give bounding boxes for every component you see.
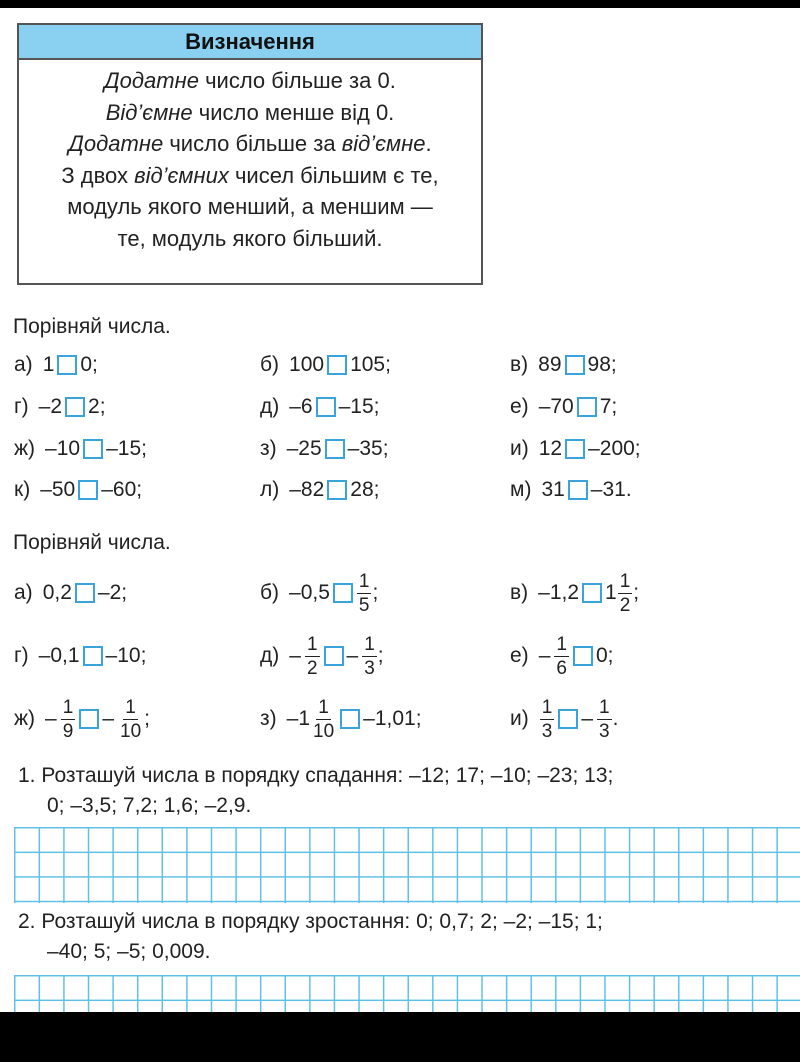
- fraction: $\frac{1}{3}$: [364, 633, 375, 679]
- compare-item: и) 12 –200;: [510, 437, 641, 460]
- definition-title: Визначення: [19, 25, 481, 60]
- fraction: $\frac{1}{3}$: [599, 696, 610, 742]
- answer-box[interactable]: [79, 709, 99, 729]
- task-text: 0; –3,5; 7,2; 1,6; –2,9.: [47, 794, 252, 817]
- answer-box[interactable]: [78, 480, 98, 500]
- compare-item: з) –25 –35;: [260, 437, 389, 460]
- compare-item: ж) –10 –15;: [14, 437, 147, 460]
- fraction: $\frac{1}{6}$: [556, 633, 567, 679]
- compare-item: в) –1,2 1 $\frac{1}{2}$ ;: [510, 570, 640, 616]
- answer-box[interactable]: [83, 439, 103, 459]
- answer-box[interactable]: [333, 583, 353, 603]
- answer-grid[interactable]: [14, 975, 800, 1012]
- compare-item: б) –0,5 $\frac{1}{5}$ ;: [260, 570, 379, 616]
- definition-line: Додатне число більше за від’ємне.: [68, 131, 432, 156]
- answer-box[interactable]: [316, 397, 336, 417]
- compare-item: б) 100 105;: [260, 353, 391, 376]
- task-2: [18, 907, 800, 967]
- task-text: Розташуй числа в порядку зростання: 0; 0,7; 2; –2; –15; 1;: [41, 910, 603, 933]
- answer-box[interactable]: [568, 480, 588, 500]
- definition-line: те, модуль якого більший.: [117, 225, 383, 251]
- compare-item: и) $\frac{1}{3}$ – $\frac{1}{3}$ .: [510, 696, 619, 742]
- fraction: $\frac{1}{9}$: [62, 696, 74, 742]
- answer-box[interactable]: [558, 709, 578, 729]
- compare-item: е) – $\frac{1}{6}$ 0;: [510, 633, 614, 679]
- compare-item: е) –70 7;: [510, 395, 618, 418]
- fraction: $\frac{1}{2}$: [619, 570, 631, 616]
- compare-item: з) – 1 $\frac{1}{10}$ –1,01;: [260, 696, 422, 742]
- definition-line: З двох від’ємних чисел більшим є те,: [61, 162, 439, 188]
- answer-box[interactable]: [340, 709, 360, 729]
- compare-item: к) –50 –60;: [14, 478, 143, 501]
- definition-line: Додатне число більше за 0.: [104, 68, 396, 93]
- answer-box[interactable]: [577, 397, 597, 417]
- task-text: Розташуй числа в порядку спадання: –12; 17; –10; –23; 13;: [41, 764, 614, 787]
- answer-box[interactable]: [325, 439, 345, 459]
- definition-body: [19, 60, 481, 254]
- answer-box[interactable]: [75, 583, 95, 603]
- answer-box[interactable]: [565, 355, 585, 375]
- compare-item: ж) – $\frac{1}{9}$ – $\frac{1}{10}$ ;: [14, 696, 150, 742]
- task-1: [18, 761, 800, 821]
- fraction: $\frac{1}{3}$: [541, 696, 553, 742]
- answer-grid[interactable]: [14, 827, 800, 903]
- compare-item: м) 31 –31.: [510, 478, 632, 501]
- definition-line: Від’ємне число менше від 0.: [105, 99, 395, 125]
- answer-box[interactable]: [327, 355, 347, 375]
- compare-item: г) –0,1 –10;: [14, 644, 147, 667]
- compare-item: д) –6 –15;: [260, 395, 380, 418]
- section1-title: Порівняй числа.: [13, 315, 171, 338]
- compare-item: г) –2 2;: [14, 395, 106, 418]
- definition-line: модуль якого менший, а меншим —: [67, 194, 433, 219]
- compare-item: а) 1 0;: [14, 353, 98, 376]
- definition-box: [17, 23, 483, 285]
- fraction: $\frac{1}{10}$: [313, 696, 335, 742]
- compare-item: а) 0,2 –2;: [14, 581, 128, 604]
- answer-box[interactable]: [327, 480, 347, 500]
- task-number: 1.: [18, 764, 36, 787]
- answer-box[interactable]: [565, 439, 585, 459]
- answer-box[interactable]: [582, 583, 602, 603]
- worksheet-page: [0, 8, 800, 1012]
- compare-item: в) 89 98;: [510, 353, 617, 376]
- answer-box[interactable]: [324, 646, 344, 666]
- answer-box[interactable]: [57, 355, 77, 375]
- section2-title: Порівняй числа.: [13, 531, 171, 554]
- fraction: $\frac{1}{10}$: [120, 696, 142, 742]
- answer-box[interactable]: [573, 646, 593, 666]
- task-number: 2.: [18, 910, 36, 933]
- compare-item: л) –82 28;: [260, 478, 380, 501]
- answer-box[interactable]: [83, 646, 103, 666]
- fraction: $\frac{1}{5}$: [358, 570, 370, 616]
- fraction: $\frac{1}{2}$: [306, 633, 318, 679]
- answer-box[interactable]: [65, 397, 85, 417]
- compare-item: д) – $\frac{1}{2}$ – $\frac{1}{3}$ ;: [260, 633, 384, 679]
- task-text: –40; 5; –5; 0,009.: [47, 940, 211, 963]
